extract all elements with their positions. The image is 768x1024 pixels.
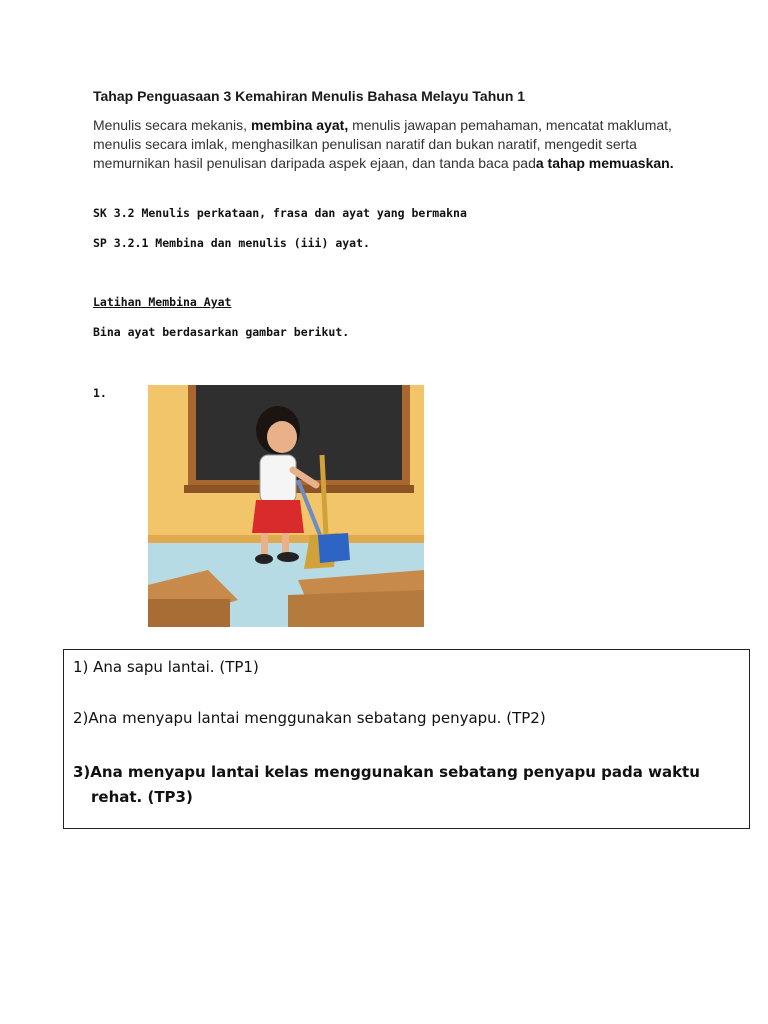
- girl-sweeping-illustration: [148, 385, 424, 627]
- answer-tp3-line1: 3)Ana menyapu lantai kelas menggunakan sebatang penyapu pada waktu: [73, 763, 700, 781]
- question-number: 1.: [93, 386, 107, 400]
- dustpan: [318, 533, 350, 563]
- exercise-heading: Latihan Membina Ayat: [93, 295, 232, 309]
- description-paragraph: [93, 116, 693, 173]
- desk-left-front: [148, 599, 230, 627]
- girl-face: [267, 421, 297, 453]
- answer-tp3-line2: rehat. (TP3): [91, 788, 193, 806]
- answer-tp3: [73, 760, 733, 810]
- exercise-instruction: Bina ayat berdasarkan gambar berikut.: [93, 325, 350, 339]
- girl-shirt: [260, 455, 296, 503]
- description-bold-1: membina ayat,: [250, 117, 349, 133]
- answer-box: [63, 649, 750, 829]
- description-bold-2: a tahap memuaskan.: [535, 155, 674, 171]
- girl-leg-right: [282, 533, 289, 555]
- girl-skirt: [252, 500, 304, 533]
- girl-shoe-left: [255, 554, 273, 564]
- answer-tp1: 1) Ana sapu lantai. (TP1): [73, 658, 259, 676]
- girl-leg-left: [261, 533, 268, 555]
- description-text-1: Menulis secara mekanis,: [93, 117, 251, 133]
- desk-right-front: [288, 590, 424, 627]
- standard-pembelajaran: SP 3.2.1 Membina dan menulis (iii) ayat.: [93, 236, 370, 250]
- document-title: Tahap Penguasaan 3 Kemahiran Menulis Bahasa Melayu Tahun 1: [93, 88, 526, 104]
- answer-tp2: 2)Ana menyapu lantai menggunakan sebatang penyapu. (TP2): [73, 709, 546, 727]
- girl-shoe-right: [277, 552, 299, 562]
- description-text-2: menulis jawapan pemahaman, mencatat maklumat, menulis secara imlak, menghasilkan penulisan naratif dan bukan naratif, mengedit serta memurnikan hasil penulisan daripada aspek ejaan, dan tanda baca pad: [93, 117, 672, 171]
- standard-kandungan: SK 3.2 Menulis perkataan, frasa dan ayat yang bermakna: [93, 206, 467, 220]
